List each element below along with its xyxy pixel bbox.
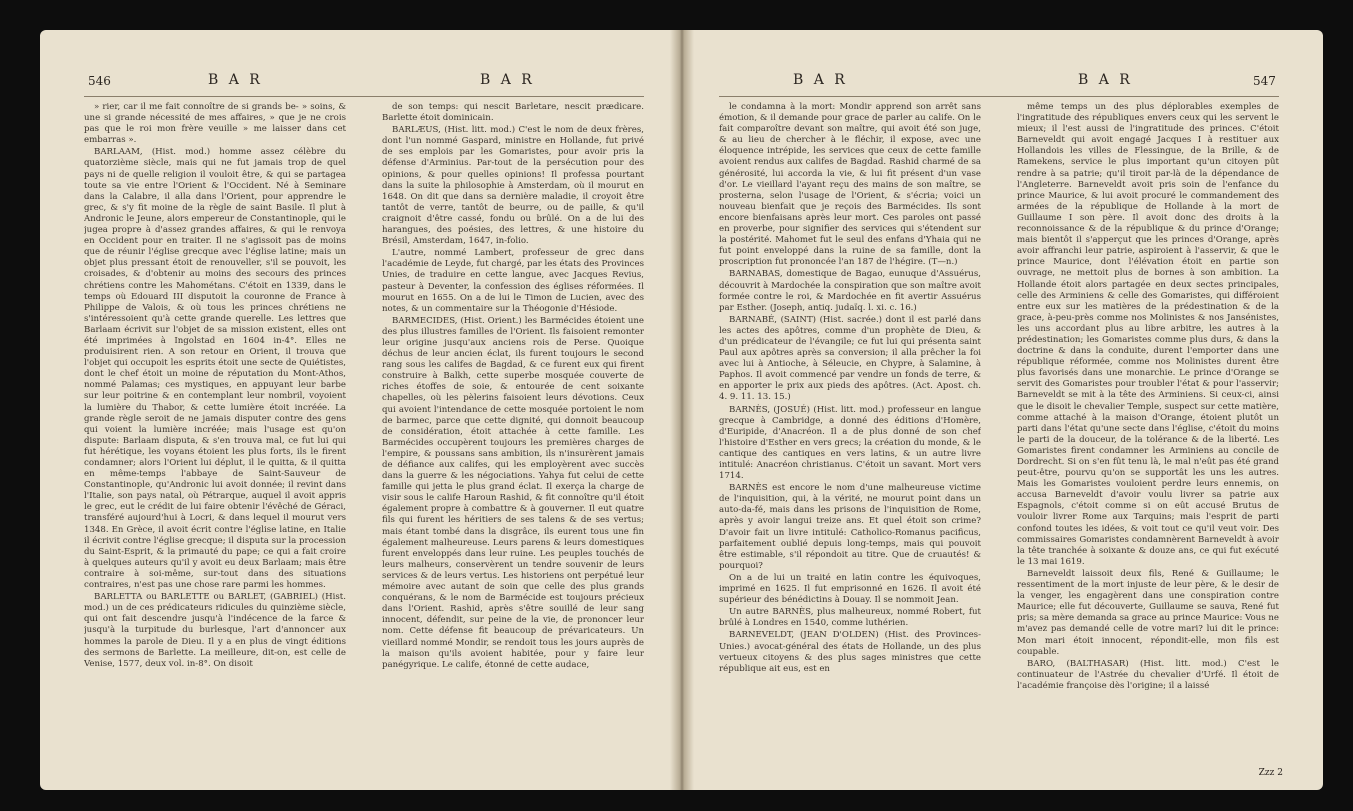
left-col1-para: » rier, car il me fait connoître de si grands be- » soins, & une si grande nécessité de mes affaires, » que je ne crois pas que le roi mon frère veuille » me laisser dans cet embarras ».	[84, 102, 346, 146]
left-col2-para: L'autre, nommé Lambert, professeur de grec dans l'académie de Leyde, fut chargé, par les états des Provinces Unies, de traduire en cette langue, avec Jacques Revius, pasteur à Deventer, la confession des églises réformées. Il mourut en 1655. On a de lui le Timon de Lucien, avec des notes, & un commentaire sur la Théogonie d'Hésiode.	[382, 248, 644, 314]
right-col2-para: BARO, (BALTHASAR) (Hist. litt. mod.) C'est le continuateur de l'Astrée du chevalier d'Urfé. Il étoit de l'académie françoise dès l'origine; il a laissé	[1017, 658, 1279, 691]
signature-mark: Zzz 2	[1258, 768, 1283, 778]
right-col1-para: Un autre BARNÈS, plus malheureux, nommé Robert, fut brûlé à Londres en 1540, comme luthérien.	[719, 607, 981, 629]
right-col1-para: le condamna à la mort: Mondir apprend son arrêt sans émotion, & il demande pour grace de parler au calife. On le fait comparoître devant son maître, qui avoit été son juge, & au lieu de chercher à le fléchir, il expose, avec une éloquence intrépide, les services que ceux de cette famille avoient rendus aux califes de Bagdad. Rashid charmé de sa générosité, lui accorda la vie, & lui fit présent d'un vase d'or. Le vieillard l'ayant reçu des mains de son maître, se prosterna, selon l'usage de l'Orient, & s'écria; voici un nouveau bienfait que je reçois des Barmécides. Ils sont encore bienfaisans après leur mort. Ces paroles ont passé en proverbe, pour signifier des services qui s'étendent sur la postérité. Mahomet fut le seul des enfans d'Yhaia qui ne fut point enveloppé dans la ruine de sa famille, dont la proscription fut prononcée l'an 187 de l'hégire. (T—n.)	[719, 102, 981, 268]
left-column-2	[382, 102, 644, 772]
right-col2-heading: B A R	[1078, 72, 1133, 88]
left-col2-heading: B A R	[480, 72, 535, 88]
book-spread	[40, 30, 1323, 790]
left-col1-heading: B A R	[208, 72, 263, 88]
right-col1-para: On a de lui un traité en latin contre les équivoques, imprimé en 1625. Il fut emprisonné en 1626. Il avoit été supérieur des bénédictins à Douay. Il se nommoit Jean.	[719, 572, 981, 606]
right-page	[683, 30, 1323, 790]
right-col1-para: BARNABÉ, (SAINT) (Hist. sacrée.) dont il est parlé dans les actes des apôtres, comme d'un prophète de Dieu, & d'un prédicateur de l'évangile; ce fut lui qui présenta saint Paul aux apôtres après sa conversion; il alla prêcher la foi avec lui à Antioche, à Séleucie, en Chypre, à Salamine, à Paphos. Il avoit commencé par vendre un fonds de terre, & en apporter le prix aux pieds des apôtres. (Act. Apost. ch. 4. 9. 11. 13. 15.)	[719, 314, 981, 403]
right-column-1	[719, 102, 981, 772]
left-running-head	[40, 72, 680, 96]
right-page-number: 547	[1253, 74, 1276, 88]
right-col1-heading: B A R	[793, 72, 848, 88]
right-col1-para: BARNEVELDT, (JEAN D'OLDEN) (Hist. des Provinces-Unies.) avocat-général des états de Hollande, un des plus vertueux citoyens & des plus sages ministres que cette république ait eus, est en	[719, 630, 981, 674]
left-col1-para: BARLETTA ou BARLETTE ou BARLET, (GABRIEL) (Hist. mod.) un de ces prédicateurs ridicules du quinzième siècle, qui ont fait descendre jusqu'à l'indécence de la farce & jusqu'à la turpitude du burlesque, l'art d'annoncer aux hommes la parole de Dieu. Il y a en plus de vingt éditions des sermons de Barlette. La meilleure, dit-on, est celle de Venise, 1577, deux vol. in-8°. On disoit	[84, 592, 346, 669]
right-running-head	[683, 72, 1323, 96]
right-col1-para: BARNÈS, (JOSUÉ) (Hist. litt. mod.) professeur en langue grecque à Cambridge, a donné des éditions d'Homère, d'Euripide, d'Anacréon. Il a de plus donné de son chef l'histoire d'Esther en vers grecs; la création du monde, & le cantique des cantiques en vers latins, & un autre livre intitulé: Anacréon christianus. C'étoit un savant. Mort vers 1714.	[719, 404, 981, 482]
right-col1-para: BARNABAS, domestique de Bagao, eunuque d'Assuérus, découvrit à Mardochée la conspiration que son maître avoit formée contre le roi, & Mardochée en fit avertir Assuérus par Esther. (Joseph, antiq. judaïq. l. xi. c. 16.)	[719, 269, 981, 313]
right-col2-para: même temps un des plus déplorables exemples de l'ingratitude des républiques envers ceux qui les servent le mieux; il l'est aussi de l'ingratitude des princes. C'étoit Barneveldt qui avoit engagé Jacques I à restituer aux Hollandois les villes de Flessingue, de la Brille, & de Ramekens, service le plus important qu'un citoyen pût rendre à sa patrie; qu'il tiroit par-là de la dépendance de l'Angleterre. Barneveldt avoit pris soin de l'enfance du prince Maurice, & lui avoit procuré le commandement des armées de la république de Hollande à la mort de Guillaume I son père. Il avoit donc des droits à la reconnoissance & de la république & du prince d'Orange; mais bientôt il s'apperçut que les princes d'Orange, après avoir affranchi leur patrie, aspiroient à l'asservir, & que le prince Maurice, dont l'élévation étoit en partie son ouvrage, ne mettoit plus de bornes à son ambition. La Hollande étoit alors partagée en deux sectes principales, celle des Arminiens & celle des Gomaristes, qui différoient entre eux sur les matières de la prédestination & de la grace, à-peu-près comme nos Molinistes & nos Jansénistes, les uns accordant plus au libre arbitre, les autres à la prédestination; les Gomaristes comme plus durs, & dans la doctrine & dans la conduite, durent l'emporter dans une république réformée, comme nos Molinistes durent être plus favorisés dans une monarchie. Le prince d'Orange se servit des Gomaristes pour troubler l'état & pour l'asservir; Barneveldt se mit à la tête des Arminiens. Si ceux-ci, ainsi que le disoit le chevalier Temple, suspect sur cette matière, comme attaché à la maison d'Orange, étoient plutôt un parti dans l'état qu'une secte dans l'église, c'étoit du moins le parti de la douceur, de la tolérance & de la liberté. Les Gomaristes firent condamner les Arminiens au concile de Dordrecht. Si on s'en fût tenu là, le mal n'eût pas été grand peut-être, pourvu qu'on se supportât les uns les autres. Mais les Gomaristes vouloient perdre leurs ennemis, on accusa Barneveldt d'avoir voulu livrer sa patrie aux Espagnols, c'étoit comme si on eût accusé Brutus de vouloir livrer Rome aux Tarquins; mais l'esprit de parti confond toutes les idées, & voit tout ce qu'il veut voir. Des commissaires Gomaristes condamnèrent Barneveldt à avoir la tête tranchée à soixante & douze ans, ce qui fut exécuté le 13 mai 1619.	[1017, 102, 1279, 567]
left-head-rule	[84, 96, 644, 97]
left-col2-para: BARLÆUS, (Hist. litt. mod.) C'est le nom de deux frères, dont l'un nommé Gaspard, ministre en Hollande, fut privé de ses emplois par les Gomaristes, pour avoir pris la défense d'Arminius. Par-tout de la persécution pour des opinions, & pour quelles opinions! Il professa pourtant dans la suite la philosophie à Amsterdam, où il mourut en 1648. On dit que dans sa dernière maladie, il croyoit être tantôt de verre, tantôt de beurre, ou de paille, & qu'il craignoit d'être cassé, fondu ou brûlé. On a de lui des harangues, des poésies, des lettres, & une histoire du Brésil, Amsterdam, 1647, in-folio.	[382, 125, 644, 247]
left-col2-para: de son temps: qui nescit Barletare, nescit prædicare. Barlette étoit dominicain.	[382, 102, 644, 124]
left-col2-para: BARMECIDES, (Hist. Orient.) les Barmécides étoient une des plus illustres familles de l'Orient. Ils faisoient remonter leur origine jusqu'aux anciens rois de Perse. Quoique déchus de leur ancien éclat, ils furent toujours le second rang sous les califes de Bagdad, & ce furent eux qui firent construire à Balkh, cette superbe mosquée couverte de riches étoffes de soie, & entourée de cent soixante chapelles, où les pèlerins faisoient leurs dévotions. Ceux qui avoient l'intendance de cette mosquée portoient le nom de barmec, parce que cette dignité, qui donnoit beaucoup de considération, étoit attachée à cette famille. Les Barmécides occupèrent toujours les premières charges de l'empire, & poussans sans ambition, ils n'insurèrent jamais de défiance aux califes, qui les employèrent avec succès dans la guerre & les négociations. Yahya fut celui de cette famille qui jetta le plus grand éclat. Il exerça la charge de visir sous le calife Haroun Rashid, & fit connoître qu'il étoit également propre à combattre & à gouverner. Il eut quatre fils qui furent les héritiers de ses talens & de ses vertus; mais étant tombé dans la disgrâce, ils eurent tous une fin également malheureuse. Leurs parens & leurs domestiques furent enveloppés dans leur ruine. Les peuples touchés de leurs malheurs, conservèrent un tendre souvenir de leurs services & de leurs vertus. Les historiens ont perpétué leur mémoire avec autant de soin que celle des plus grands conquérans, & le nom de Barmécide est toujours précieux dans l'Orient. Rashid, après s'être souillé de leur sang innocent, défendit, sur peine de la vie, de prononcer leur nom. Cette défense fit beaucoup de prévaricateurs. Un vieillard nommé Mondir, se rendoit tous les jours auprès de la maison qu'ils avoient habitée, pour y faire leur panégyrique. Le calife, étonné de cette audace,	[382, 315, 644, 670]
left-col1-para: BARLAAM, (Hist. mod.) homme assez célèbre du quatorzième siècle, mais qui ne fut jamais trop de quel pays ni de quelle religion il vouloit être, & qui se partagea toute sa vie entre l'Orient & l'Occident. Né à Seminare dans la Calabre, il alla dans l'Orient, pour apprendre le grec, & s'y fit moine de la règle de saint Basile. Il plut à Andronic le Jeune, alors empereur de Constantinople, qui le jugea propre à d'assez grandes affaires, & qui le renvoya en Occident pour en traiter. Il ne s'agissoit pas de moins que de réunir l'église grecque avec l'église latine; mais un objet plus pressant étoit de renouveller, s'il se pouvoit, les croisades, & d'obtenir au moins des secours des princes chrétiens contre les Mahométans. C'étoit en 1339, dans le temps où Edouard III disputoit la couronne de France à Philippe de Valois, & où tous les princes chrétiens ne s'intéressoient qu'à cette grande querelle. Les lettres que Barlaam écrivit sur l'objet de sa mission existent, elles ont été imprimées à Ingolstad en 1604 in-4°. Elles ne produisirent rien. A son retour en Orient, il trouva que l'objet qui occupoit les esprits étoit une secte de Quiétistes, dont le chef étoit un moine de réputation du Mont-Athos, nommé Palamas; ces mystiques, en appuyant leur barbe sur leur poitrine & en contemplant leur nombril, voyoient la lumière du Thabor, & cette lumière étoit incréée. La grande règle seroit de ne jamais disputer contre des gens qui voient la lumière incréée; mais l'usage est qu'on dispute: Barlaam disputa, & s'en trouva mal, ce fut lui qui fut hérétique, les voyans étoient les plus forts, ils le firent condamner; alors l'Orient lui déplut, il le quitta, & il quitta en même-temps l'abbaye de Saint-Sauveur de Constantinople, qu'Andronic lui avoit donnée; il revint dans l'Italie, son pays natal, où Pétrarque, auquel il avoit appris le grec, eut le crédit de lui faire obtenir l'évêché de Géraci, transféré aujourd'hui à Locri, & dans lequel il mourut vers 1348. En Grèce, il avoit écrit contre l'église latine, en Italie il écrivit contre l'église grecque; il disputa sur la procession du Saint-Esprit, & la primauté du pape; ce qui a fait croire à quelques auteurs qu'il y avoit eu deux Barlaam; mais être contraire à soi-même, sur-tout dans des situations contraires, n'est pas une chose rare parmi les hommes.	[84, 147, 346, 591]
right-head-rule	[719, 96, 1279, 97]
book-gutter	[670, 30, 694, 790]
left-column-1	[84, 102, 346, 772]
right-column-2	[1017, 102, 1279, 772]
left-page-number: 546	[88, 74, 111, 88]
left-page	[40, 30, 680, 790]
right-col2-para: Barneveldt laissoit deux fils, René & Guillaume; le ressentiment de la mort injuste de leur père, & le desir de la venger, les engagèrent dans une conspiration contre Maurice; elle fut découverte, Guillaume se sauva, René fut pris; sa mère demanda sa grace au prince Maurice: Vous ne m'avez pas demandé celle de votre mari? lui dit le prince: Mon mari étoit innocent, répondit-elle, mon fils est coupable.	[1017, 568, 1279, 657]
right-col1-para: BARNÈS est encore le nom d'une malheureuse victime de l'inquisition, qui, à la vérité, ne mourut point dans un auto-da-fé, mais dans les prisons de l'inquisition de Rome, après y avoir langui treize ans. Et quel étoit son crime? D'avoir fait un livre intitulé: Catholico-Romanus pacificus, parfaitement oublié depuis long-temps, mais qui pouvoit être estimable, s'il répondoit au titre. Que de cruautés! & pourquoi?	[719, 483, 981, 571]
